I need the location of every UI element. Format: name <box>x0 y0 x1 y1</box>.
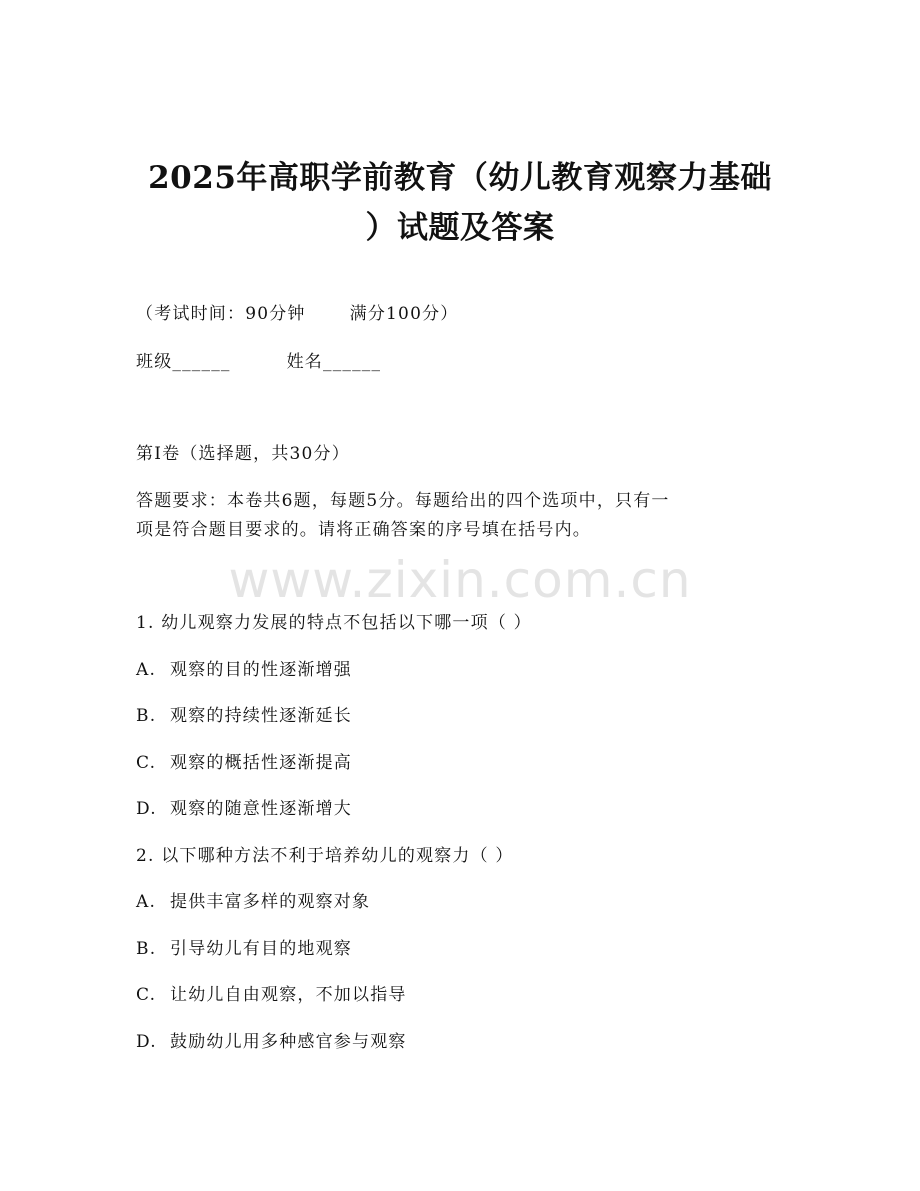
watermark: www.zixin.com.cn <box>228 551 692 609</box>
option-letter: B. <box>136 939 157 959</box>
question-2-option-b <box>136 937 352 961</box>
option-text: 观察的持续性逐渐延长 <box>170 706 352 726</box>
exam-score: 满分100分） <box>349 304 459 324</box>
option-letter: D. <box>136 799 157 819</box>
question-2-option-d <box>136 1030 407 1054</box>
document-title-line2: ）试题及答案 <box>365 210 555 246</box>
section-heading: 第I卷（选择题，共30分） <box>136 444 350 464</box>
option-letter: C. <box>136 985 157 1005</box>
option-letter: B. <box>136 706 157 726</box>
question-2-option-a <box>136 890 370 914</box>
option-text: 观察的随意性逐渐增大 <box>170 799 352 819</box>
option-letter: C. <box>136 753 157 773</box>
section-requirement-line1: 答题要求：本卷共6题，每题5分。每题给出的四个选项中，只有一 <box>136 491 670 511</box>
question-1-option-b <box>136 704 352 728</box>
section-requirement-line2: 项是符合题目要求的。请将正确答案的序号填在括号内。 <box>136 520 591 540</box>
name-field: 姓名______ <box>286 352 382 372</box>
exam-info <box>136 302 459 326</box>
question-1-option-c <box>136 751 352 775</box>
option-text: 鼓励幼儿用多种感官参与观察 <box>170 1032 407 1052</box>
option-letter: A. <box>136 892 157 912</box>
question-2-option-c <box>136 983 407 1007</box>
option-letter: D. <box>136 1032 157 1052</box>
option-letter: A. <box>136 660 157 680</box>
option-text: 观察的目的性逐渐增强 <box>170 660 352 680</box>
question-1-stem: 1. 幼儿观察力发展的特点不包括以下哪一项（ ） <box>136 613 532 633</box>
document-title-line1: 2025年高职学前教育（幼儿教育观察力基础 <box>148 160 772 196</box>
question-1-option-d <box>136 797 352 821</box>
question-2-stem: 2. 以下哪种方法不利于培养幼儿的观察力（ ） <box>136 846 514 866</box>
option-text: 引导幼儿有目的地观察 <box>170 939 352 959</box>
student-fields <box>136 350 381 374</box>
class-field: 班级______ <box>136 352 231 372</box>
question-1-option-a <box>136 658 352 682</box>
option-text: 提供丰富多样的观察对象 <box>170 892 371 912</box>
option-text: 让幼儿自由观察，不加以指导 <box>170 985 407 1005</box>
exam-time: （考试时间：90分钟 <box>136 304 306 324</box>
option-text: 观察的概括性逐渐提高 <box>170 753 352 773</box>
